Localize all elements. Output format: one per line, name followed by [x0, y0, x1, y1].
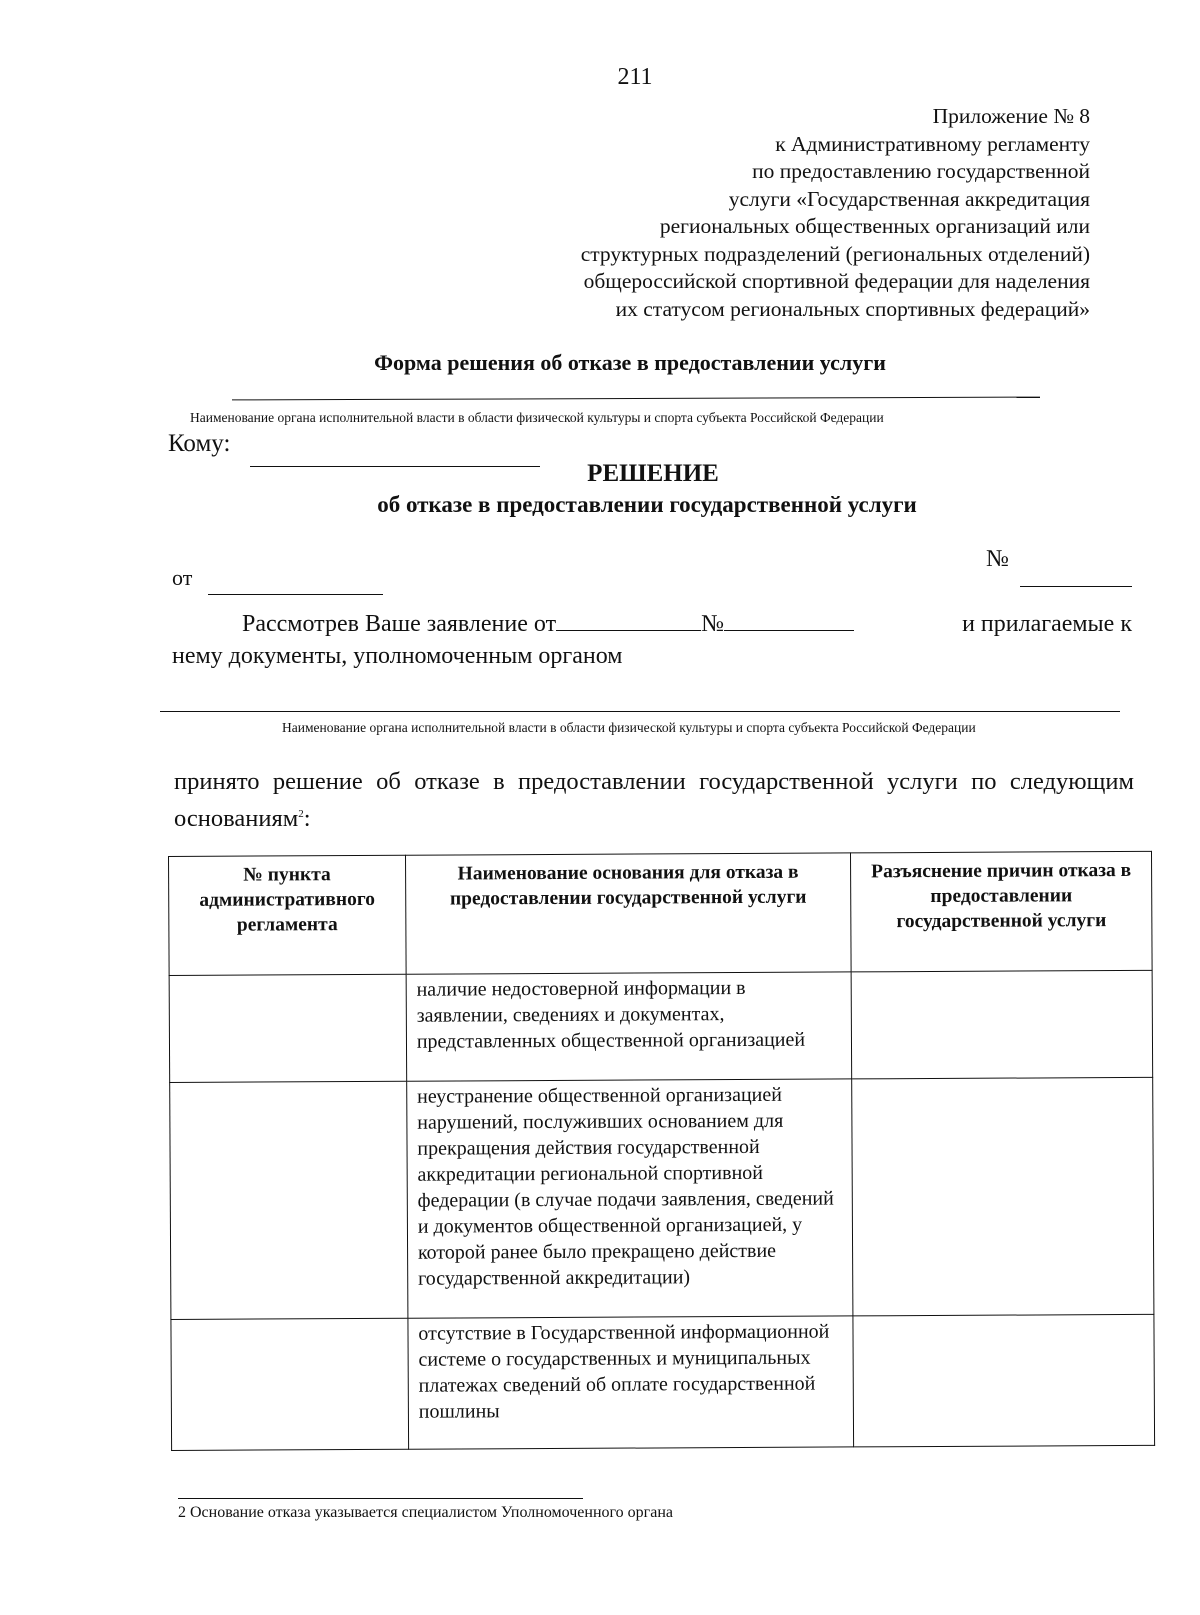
number-blank-line — [1020, 586, 1132, 587]
appendix-line: к Административному регламенту — [775, 131, 1090, 156]
cell-reason: наличие недостоверной информации в заявлении, сведениях и документах, представленных общественной организацией — [406, 972, 852, 1081]
cell-explanation — [852, 1077, 1154, 1316]
decision-title: РЕШЕНИЕ — [587, 460, 719, 487]
appendix-line: региональных общественных организаций или — [659, 214, 1090, 238]
appendix-line: их статусом региональных спортивных федераций» — [615, 296, 1090, 321]
application-paragraph-line1 — [172, 608, 1132, 640]
header-reason: Наименование основания для отказа в предоставлении государственной услуги — [405, 853, 851, 974]
decision-paragraph — [174, 766, 1134, 835]
decision-subtitle: об отказе в предоставлении государственной услуги — [377, 492, 917, 517]
page-number: 211 — [617, 64, 653, 90]
recipient-label: Кому: — [168, 430, 231, 457]
cell-explanation — [851, 970, 1152, 1079]
application-number-label: № — [701, 611, 724, 637]
appendix-line: общероссийской спортивной федерации для наделения — [583, 269, 1090, 293]
footnote-mark: 2 — [178, 1504, 186, 1521]
number-label: № — [986, 546, 1009, 572]
cell-reason: отсутствие в Государственной информационной системе о государственных и муниципальных платежах сведений об оплате государственной пошлины — [408, 1316, 854, 1449]
appendix-line: Приложение № 8 — [932, 104, 1090, 128]
application-paragraph — [172, 608, 1132, 672]
table-row — [169, 970, 1153, 1082]
table-row — [171, 1314, 1155, 1450]
footnote-reference: 2 — [298, 808, 304, 820]
date-label: от — [172, 565, 193, 590]
org-name-blank-line — [232, 397, 1040, 401]
appendix-line: услуги «Государственная аккредитация — [728, 186, 1090, 211]
application-text-part3: и прилагаемые к — [962, 611, 1132, 637]
footnote-separator — [178, 1498, 583, 1499]
header-explanation: Разъяснение причин отказа в предоставлении государственной услуги — [851, 851, 1152, 972]
cell-point — [169, 974, 406, 1082]
cell-explanation — [853, 1314, 1155, 1447]
cell-reason: неустранение общественной организацией нарушений, послуживших основанием для прекращения действия государственной аккредитации региональной спортивной федерации (в случае подачи заявления, сведений и документов общественной организацией, у которой ранее было прекращено действие государственной аккредитации) — [407, 1079, 854, 1318]
application-paragraph-line2: нему документы, уполномоченным органом — [172, 643, 623, 669]
appendix-block — [581, 103, 1090, 323]
form-title: Форма решения об отказе в предоставлении услуги — [374, 350, 886, 375]
application-text-part1: Рассмотрев Ваше заявление от — [242, 611, 557, 637]
header-point: № пункта административного регламента — [169, 855, 406, 975]
authority-blank-line — [160, 711, 1120, 712]
footnote-text: Основание отказа указывается специалистом Уполномоченного органа — [190, 1504, 673, 1521]
appendix-line: по предоставлению государственной — [752, 159, 1090, 183]
date-blank-line — [208, 594, 383, 595]
cell-point — [170, 1081, 408, 1319]
cell-point — [171, 1318, 409, 1450]
refusal-reasons-table — [168, 851, 1155, 1451]
appendix-line: структурных подразделений (региональных отделений) — [580, 241, 1090, 266]
decision-paragraph-text: принято решение об отказе в предоставлении государственной услуги по следующим основаниям — [174, 768, 1134, 832]
table-row — [170, 1077, 1154, 1319]
table-header-row — [169, 851, 1153, 975]
org-name-caption: Наименование органа исполнительной власти в области физической культуры и спорта субъекта Российской Федерации — [190, 410, 884, 425]
footnote — [178, 1504, 673, 1522]
application-date-blank — [556, 608, 701, 631]
decision-paragraph-tail: : — [303, 805, 311, 832]
authority-caption: Наименование органа исполнительной власти в области физической культуры и спорта субъекта Российской Федерации — [282, 720, 976, 735]
application-number-blank — [724, 608, 854, 631]
